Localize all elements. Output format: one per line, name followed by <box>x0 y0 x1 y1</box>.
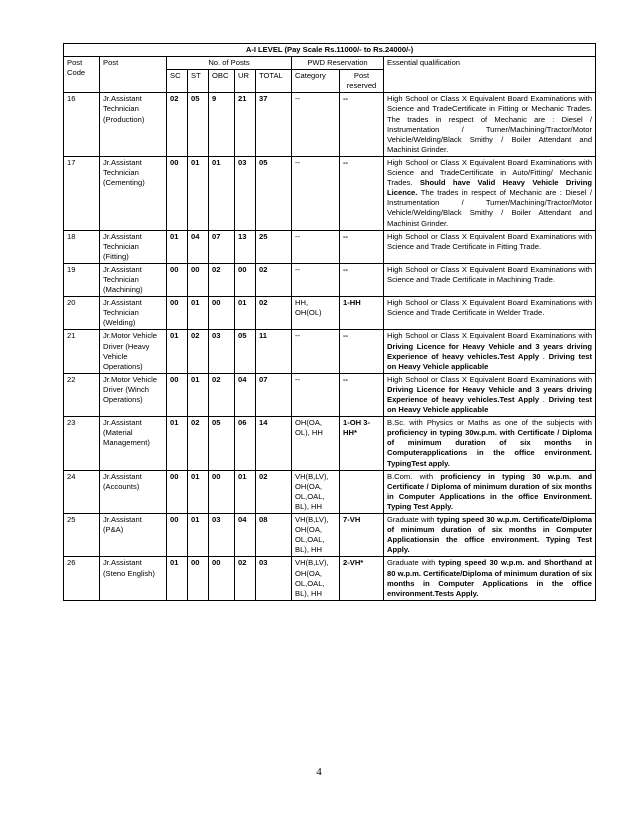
table-row <box>64 514 596 557</box>
st-count-cell: 00 <box>188 557 209 600</box>
sc-count-cell: 00 <box>167 373 188 416</box>
qualification-cell <box>384 263 596 296</box>
qualification-cell <box>384 557 596 600</box>
pwd-category-cell: OH(OA, OL), HH <box>292 417 340 470</box>
ur-count-cell: 00 <box>235 263 256 296</box>
total-count-cell: 02 <box>256 263 292 296</box>
qualification-cell <box>384 156 596 230</box>
post-code-cell: 25 <box>64 514 100 557</box>
post-code-cell: 16 <box>64 93 100 157</box>
st-count-cell: 01 <box>188 297 209 330</box>
pwd-category-cell: -- <box>292 230 340 263</box>
total-count-cell: 37 <box>256 93 292 157</box>
table-header-row <box>64 57 596 70</box>
post-reserved-cell: -- <box>340 93 384 157</box>
total-count-cell: 08 <box>256 514 292 557</box>
post-name-cell: Jr.Motor Vehicle Driver (Winch Operations) <box>100 373 167 416</box>
header-total: TOTAL <box>256 70 292 93</box>
st-count-cell: 01 <box>188 373 209 416</box>
pwd-category-cell: HH, OH(OL) <box>292 297 340 330</box>
qualification-text: High School or Class X Equivalent Board Examinations with Science and Trade Certificate in Fitting Trade. <box>387 231 593 251</box>
qualification-emphasis: proficiency in typing 30w.p.m. with Certificate / Diploma of minimum duration of six months in Computerapplications in the office environment. TypingTest apply. <box>387 428 593 468</box>
qualification-emphasis: Should have Valid Heavy Vehicle Driving Licence. <box>387 178 593 198</box>
qualification-text: . <box>542 395 545 404</box>
post-code-cell: 26 <box>64 557 100 600</box>
obc-count-cell: 00 <box>209 470 235 513</box>
pwd-category-cell: VH(B,LV), OH(OA, OL,OAL, BL), HH <box>292 470 340 513</box>
table-row <box>64 417 596 470</box>
total-count-cell: 07 <box>256 373 292 416</box>
st-count-cell: 00 <box>188 263 209 296</box>
qualification-cell <box>384 297 596 330</box>
pwd-category-cell: -- <box>292 373 340 416</box>
page-number: 4 <box>316 766 322 778</box>
qualification-emphasis: Driving Licence for Heavy Vehicle and 3 years driving Experience of heavy vehicles.Test Apply <box>387 384 593 404</box>
qualification-emphasis: proficiency in typing 30 w.p.m. and Certificate / Diploma of minimum duration of six months in Computer Applications in the office Environment. Typing Test Apply. <box>387 471 593 511</box>
header-sc: SC <box>167 70 188 93</box>
post-code-cell: 24 <box>64 470 100 513</box>
total-count-cell: 05 <box>256 156 292 230</box>
total-count-cell: 14 <box>256 417 292 470</box>
total-count-cell: 11 <box>256 330 292 373</box>
table-row <box>64 263 596 296</box>
qualification-text: B.Sc. with Physics or Maths as one of the subjects with <box>387 418 593 428</box>
header-no-of-posts: No. of Posts <box>167 57 292 70</box>
header-post-reserved: Post reserved <box>340 70 384 93</box>
obc-count-cell: 00 <box>209 557 235 600</box>
st-count-cell: 01 <box>188 470 209 513</box>
post-code-cell: 22 <box>64 373 100 416</box>
post-name-cell: Jr.Assistant Technician (Cementing) <box>100 156 167 230</box>
pwd-category-cell: VH(B,LV), OH(OA, OL,OAL, BL), HH <box>292 514 340 557</box>
qualification-text: The trades in respect of Mechanic are : <box>387 114 555 124</box>
header-post-code: Post Code <box>64 57 100 93</box>
sc-count-cell: 00 <box>167 470 188 513</box>
ur-count-cell: 13 <box>235 230 256 263</box>
qualification-cell <box>384 330 596 373</box>
header-post: Post <box>100 57 167 93</box>
ur-count-cell: 01 <box>235 470 256 513</box>
pwd-category-cell: -- <box>292 93 340 157</box>
obc-count-cell: 07 <box>209 230 235 263</box>
post-code-cell: 19 <box>64 263 100 296</box>
qualification-cell <box>384 470 596 513</box>
header-obc: OBC <box>209 70 235 93</box>
post-name-cell: Jr.Assistant Technician (Welding) <box>100 297 167 330</box>
qualification-text: High School or Class X Equivalent Board Examinations with <box>387 374 593 384</box>
obc-count-cell: 03 <box>209 514 235 557</box>
qualification-cell <box>384 230 596 263</box>
post-name-cell: Jr.Assistant (P&A) <box>100 514 167 557</box>
sc-count-cell: 01 <box>167 417 188 470</box>
st-count-cell: 05 <box>188 93 209 157</box>
post-code-cell: 23 <box>64 417 100 470</box>
table-row <box>64 156 596 230</box>
qualification-text: B.Com. with <box>387 471 434 481</box>
sc-count-cell: 01 <box>167 557 188 600</box>
post-reserved-cell: 7-VH <box>340 514 384 557</box>
obc-count-cell: 02 <box>209 263 235 296</box>
post-reserved-cell: -- <box>340 373 384 416</box>
ur-count-cell: 04 <box>235 514 256 557</box>
st-count-cell: 01 <box>188 514 209 557</box>
qualification-cell <box>384 93 596 157</box>
post-reserved-cell: -- <box>340 330 384 373</box>
sc-count-cell: 02 <box>167 93 188 157</box>
obc-count-cell: 9 <box>209 93 235 157</box>
ur-count-cell: 02 <box>235 557 256 600</box>
qualification-text: High School or Class X Equivalent Board Examinations with Science and Trade Certificate in Welder Trade. <box>387 298 593 318</box>
st-count-cell: 01 <box>188 156 209 230</box>
sc-count-cell: 00 <box>167 263 188 296</box>
post-reserved-cell: -- <box>340 263 384 296</box>
total-count-cell: 03 <box>256 557 292 600</box>
ur-count-cell: 21 <box>235 93 256 157</box>
sc-count-cell: 00 <box>167 297 188 330</box>
pwd-category-cell: -- <box>292 263 340 296</box>
table-title-row <box>64 44 596 57</box>
pwd-category-cell: -- <box>292 156 340 230</box>
table-row <box>64 470 596 513</box>
st-count-cell: 02 <box>188 330 209 373</box>
post-name-cell: Jr.Motor Vehicle Driver (Heavy Vehicle Operations) <box>100 330 167 373</box>
qualification-text: . <box>542 351 545 361</box>
total-count-cell: 25 <box>256 230 292 263</box>
sc-count-cell: 01 <box>167 230 188 263</box>
post-reserved-cell: 2-VH* <box>340 557 384 600</box>
st-count-cell: 04 <box>188 230 209 263</box>
post-name-cell: Jr.Assistant Technician (Fitting) <box>100 230 167 263</box>
post-name-cell: Jr.Assistant (Material Management) <box>100 417 167 470</box>
recruitment-table <box>63 43 596 601</box>
pwd-category-cell: VH(B,LV), OH(OA, OL,OAL, BL), HH <box>292 557 340 600</box>
table-row <box>64 93 596 157</box>
qualification-text: High School or Class X Equivalent Board Examinations with Science and TradeCertificate in Auto/Fitting/ Mechanic Trades. <box>387 157 593 188</box>
post-code-cell: 17 <box>64 156 100 230</box>
post-name-cell: Jr.Assistant (Accounts) <box>100 470 167 513</box>
header-essential-qualification: Essential qualification <box>384 57 596 93</box>
post-code-cell: 18 <box>64 230 100 263</box>
st-count-cell: 02 <box>188 417 209 470</box>
qualification-text: Diesel / Instrumentation / Turner/Machining/Tractor/Motor Vehicle/Welding/Black Smithy / Boiler Attendant and Machinist Grinder. <box>387 114 593 154</box>
table-row <box>64 297 596 330</box>
obc-count-cell: 05 <box>209 417 235 470</box>
obc-count-cell: 00 <box>209 297 235 330</box>
post-reserved-cell: 1-OH 3-HH* <box>340 417 384 470</box>
qualification-text: High School or Class X Equivalent Board Examinations with Science and Trade Certificate in Machining Trade. <box>387 264 593 284</box>
header-category: Category <box>292 70 340 93</box>
qualification-emphasis: Driving test on Heavy Vehicle applicable <box>387 395 593 415</box>
qualification-text: Graduate with <box>387 515 435 525</box>
obc-count-cell: 02 <box>209 373 235 416</box>
qualification-cell <box>384 373 596 416</box>
qualification-cell <box>384 417 596 470</box>
sc-count-cell: 00 <box>167 514 188 557</box>
qualification-emphasis: Driving test on Heavy Vehicle applicable <box>387 351 593 371</box>
qualification-emphasis: typing speed 30 w.p.m. and Shorthand at 80 w.p.m. Certificate/Diploma of minimum duration of six months in Computer Applications in the office environment.Tests Apply. <box>387 558 593 598</box>
post-code-cell: 20 <box>64 297 100 330</box>
sc-count-cell: 01 <box>167 330 188 373</box>
ur-count-cell: 04 <box>235 373 256 416</box>
post-name-cell: Jr.Assistant (Steno English) <box>100 557 167 600</box>
qualification-cell <box>384 514 596 557</box>
post-reserved-cell: -- <box>340 156 384 230</box>
header-pwd-reservation: PWD Reservation <box>292 57 384 70</box>
qualification-emphasis: Driving Licence for Heavy Vehicle and 3 years driving Experience of heavy vehicles.Test Apply <box>387 341 593 361</box>
post-name-cell: Jr.Assistant Technician (Production) <box>100 93 167 157</box>
table-title: A-I LEVEL (Pay Scale Rs.11000/- to Rs.24000/-) <box>64 44 596 57</box>
header-ur: UR <box>235 70 256 93</box>
qualification-emphasis: typing speed 30 w.p.m. Certificate/Diploma of minimum duration of six months in Computer Applicationsin the office environment. Typing Test Apply. <box>387 515 593 555</box>
sc-count-cell: 00 <box>167 156 188 230</box>
total-count-cell: 02 <box>256 470 292 513</box>
qualification-text: Graduate with <box>387 558 436 568</box>
qualification-text: High School or Class X Equivalent Board Examinations with <box>387 331 593 341</box>
total-count-cell: 02 <box>256 297 292 330</box>
post-reserved-cell: -- <box>340 230 384 263</box>
obc-count-cell: 03 <box>209 330 235 373</box>
post-reserved-cell <box>340 470 384 513</box>
table-row <box>64 230 596 263</box>
ur-count-cell: 01 <box>235 297 256 330</box>
ur-count-cell: 03 <box>235 156 256 230</box>
qualification-text: The trades in respect of Mechanic are : <box>420 188 562 198</box>
pwd-category-cell: -- <box>292 330 340 373</box>
header-st: ST <box>188 70 209 93</box>
ur-count-cell: 06 <box>235 417 256 470</box>
table-row <box>64 330 596 373</box>
obc-count-cell: 01 <box>209 156 235 230</box>
table-row <box>64 557 596 600</box>
ur-count-cell: 05 <box>235 330 256 373</box>
qualification-text: High School or Class X Equivalent Board Examinations with Science and TradeCertificate in Fitting or Mechanic Trades. <box>387 94 593 114</box>
post-name-cell: Jr.Assistant Technician (Machining) <box>100 263 167 296</box>
qualification-text: Diesel / Instrumentation / Turner/Machining/Tractor/Motor Vehicle/Welding/Black Smithy / Boiler Attendant and Machinist Grinder. <box>387 188 593 228</box>
post-reserved-cell: 1-HH <box>340 297 384 330</box>
table-row <box>64 373 596 416</box>
post-code-cell: 21 <box>64 330 100 373</box>
